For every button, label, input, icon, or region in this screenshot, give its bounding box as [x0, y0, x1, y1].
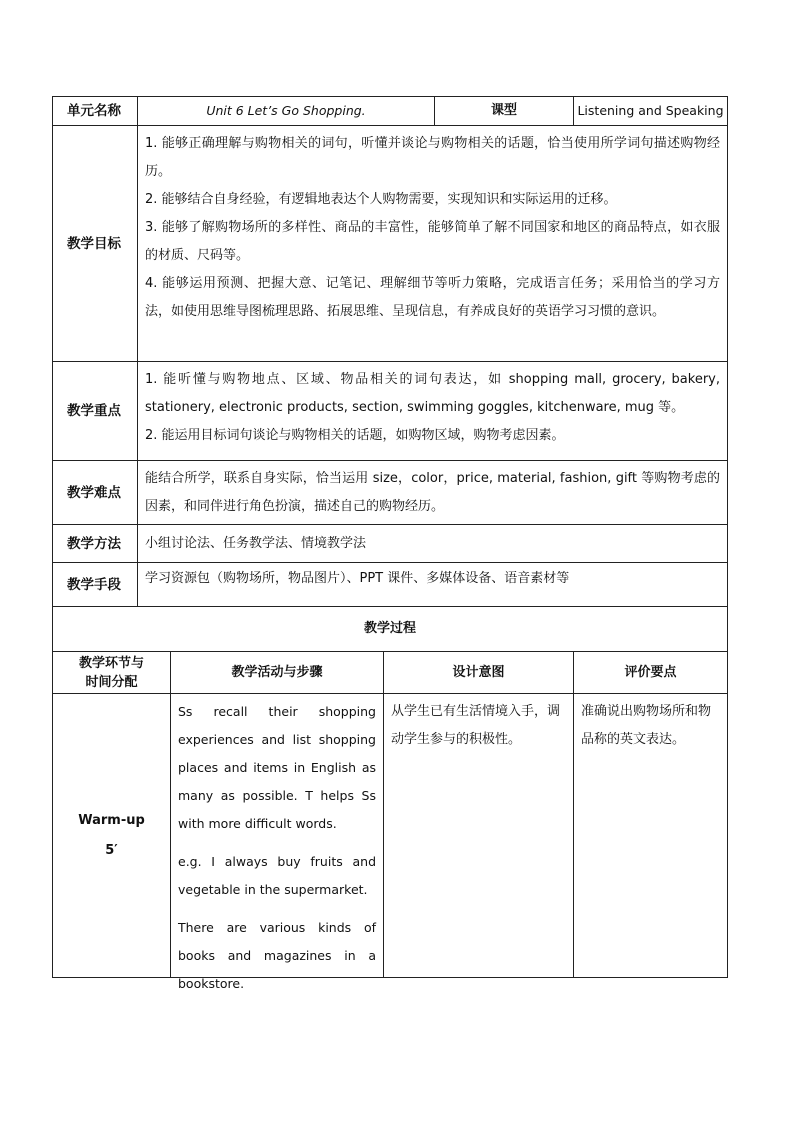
- means-row: [52, 563, 728, 607]
- means-label: 教学手段: [53, 563, 138, 606]
- stage-column-header: [53, 652, 171, 693]
- methods-label: 教学方法: [53, 525, 138, 562]
- unit-value: Unit 6 Let’s Go Shopping.: [138, 97, 435, 125]
- activity-column-header: 教学活动与步骤: [171, 652, 384, 693]
- means-content: [138, 563, 727, 606]
- type-value: Listening and Speaking: [577, 103, 724, 118]
- goals-content: [138, 126, 727, 361]
- activity-paragraph: Ss recall their shopping experiences and list shopping places and items in English as many as possible. T helps Ss with more difficult words.: [178, 704, 376, 831]
- goals-row: [52, 126, 728, 362]
- difficulties-content: [138, 461, 727, 524]
- activity-paragraph: e.g. I always buy fruits and vegetable in the supermarket.: [178, 854, 376, 897]
- goal-item: 4. 能够运用预测、把握大意、记笔记、理解细节等听力策略，完成语言任务；采用恰当的学习方法，如使用思维导图梳理思路、拓展思维、呈现信息，有养成良好的英语学习习惯的意识。: [145, 276, 720, 319]
- keypoints-label: 教学重点: [53, 362, 138, 460]
- stage-name: Warm-up: [78, 812, 145, 828]
- goal-item: 2. 能够结合自身经验，有逻辑地表达个人购物需要，实现知识和实际运用的迁移。: [145, 192, 617, 207]
- methods-text: 小组讨论法、任务教学法、情境教学法: [145, 535, 367, 551]
- evaluation-cell: [574, 694, 727, 977]
- methods-content: [138, 525, 727, 562]
- keypoints-content: [138, 362, 727, 460]
- stage-header-line: 教学环节与: [78, 655, 144, 671]
- type-label: 课型: [435, 97, 574, 125]
- activity-cell: [171, 694, 384, 991]
- keypoint-item: 2. 能运用目标词句谈论与购物相关的话题，如购物区域，购物考虑因素。: [145, 428, 565, 443]
- difficulties-text: 能结合所学，联系自身实际，恰当运用 size，color，price, material, fashion, gift 等购物考虑的因素，和同伴进行角色扮演，描述自己的购物经历。: [145, 471, 720, 514]
- goals-label: 教学目标: [53, 126, 138, 361]
- difficulties-row: [52, 461, 728, 525]
- goal-item: 1. 能够正确理解与购物相关的词句，听懂并谈论与购物相关的话题，恰当使用所学词句描述购物经历。: [145, 136, 720, 179]
- stage-header-line: 时间分配: [85, 674, 138, 690]
- process-header-row: [52, 652, 728, 694]
- process-title-row: [52, 607, 728, 652]
- intent-column-header: 设计意图: [384, 652, 574, 693]
- intent-cell: [384, 694, 574, 977]
- unit-row: [52, 96, 728, 126]
- lesson-plan-table: [52, 96, 728, 991]
- difficulties-label: 教学难点: [53, 461, 138, 524]
- process-title: 教学过程: [363, 621, 416, 636]
- intent-text: 从学生已有生活情境入手，调动学生参与的积极性。: [391, 704, 561, 747]
- keypoint-item: 1. 能听懂与购物地点、区域、物品相关的词句表达，如 shopping mall, grocery, bakery, stationery, electronic products, section, swimming goggles, kitchenware, mug 等。: [145, 372, 720, 415]
- stage-time: 5′: [105, 842, 118, 858]
- methods-row: [52, 525, 728, 563]
- means-text: 学习资源包（购物场所，物品图片）、PPT 课件、多媒体设备、语音素材等: [145, 571, 570, 586]
- stage-cell: [53, 694, 171, 977]
- unit-label: 单元名称: [53, 97, 138, 125]
- activity-paragraph: There are various kinds of books and magazines in a bookstore.: [178, 920, 376, 991]
- evaluation-column-header: 评价要点: [624, 664, 677, 680]
- keypoints-row: [52, 362, 728, 461]
- goal-item: 3. 能够了解购物场所的多样性、商品的丰富性，能够简单了解不同国家和地区的商品特点，如衣服的材质、尺码等。: [145, 220, 720, 263]
- evaluation-text: 准确说出购物场所和物品称的英文表达。: [581, 704, 712, 747]
- process-row: [52, 694, 728, 991]
